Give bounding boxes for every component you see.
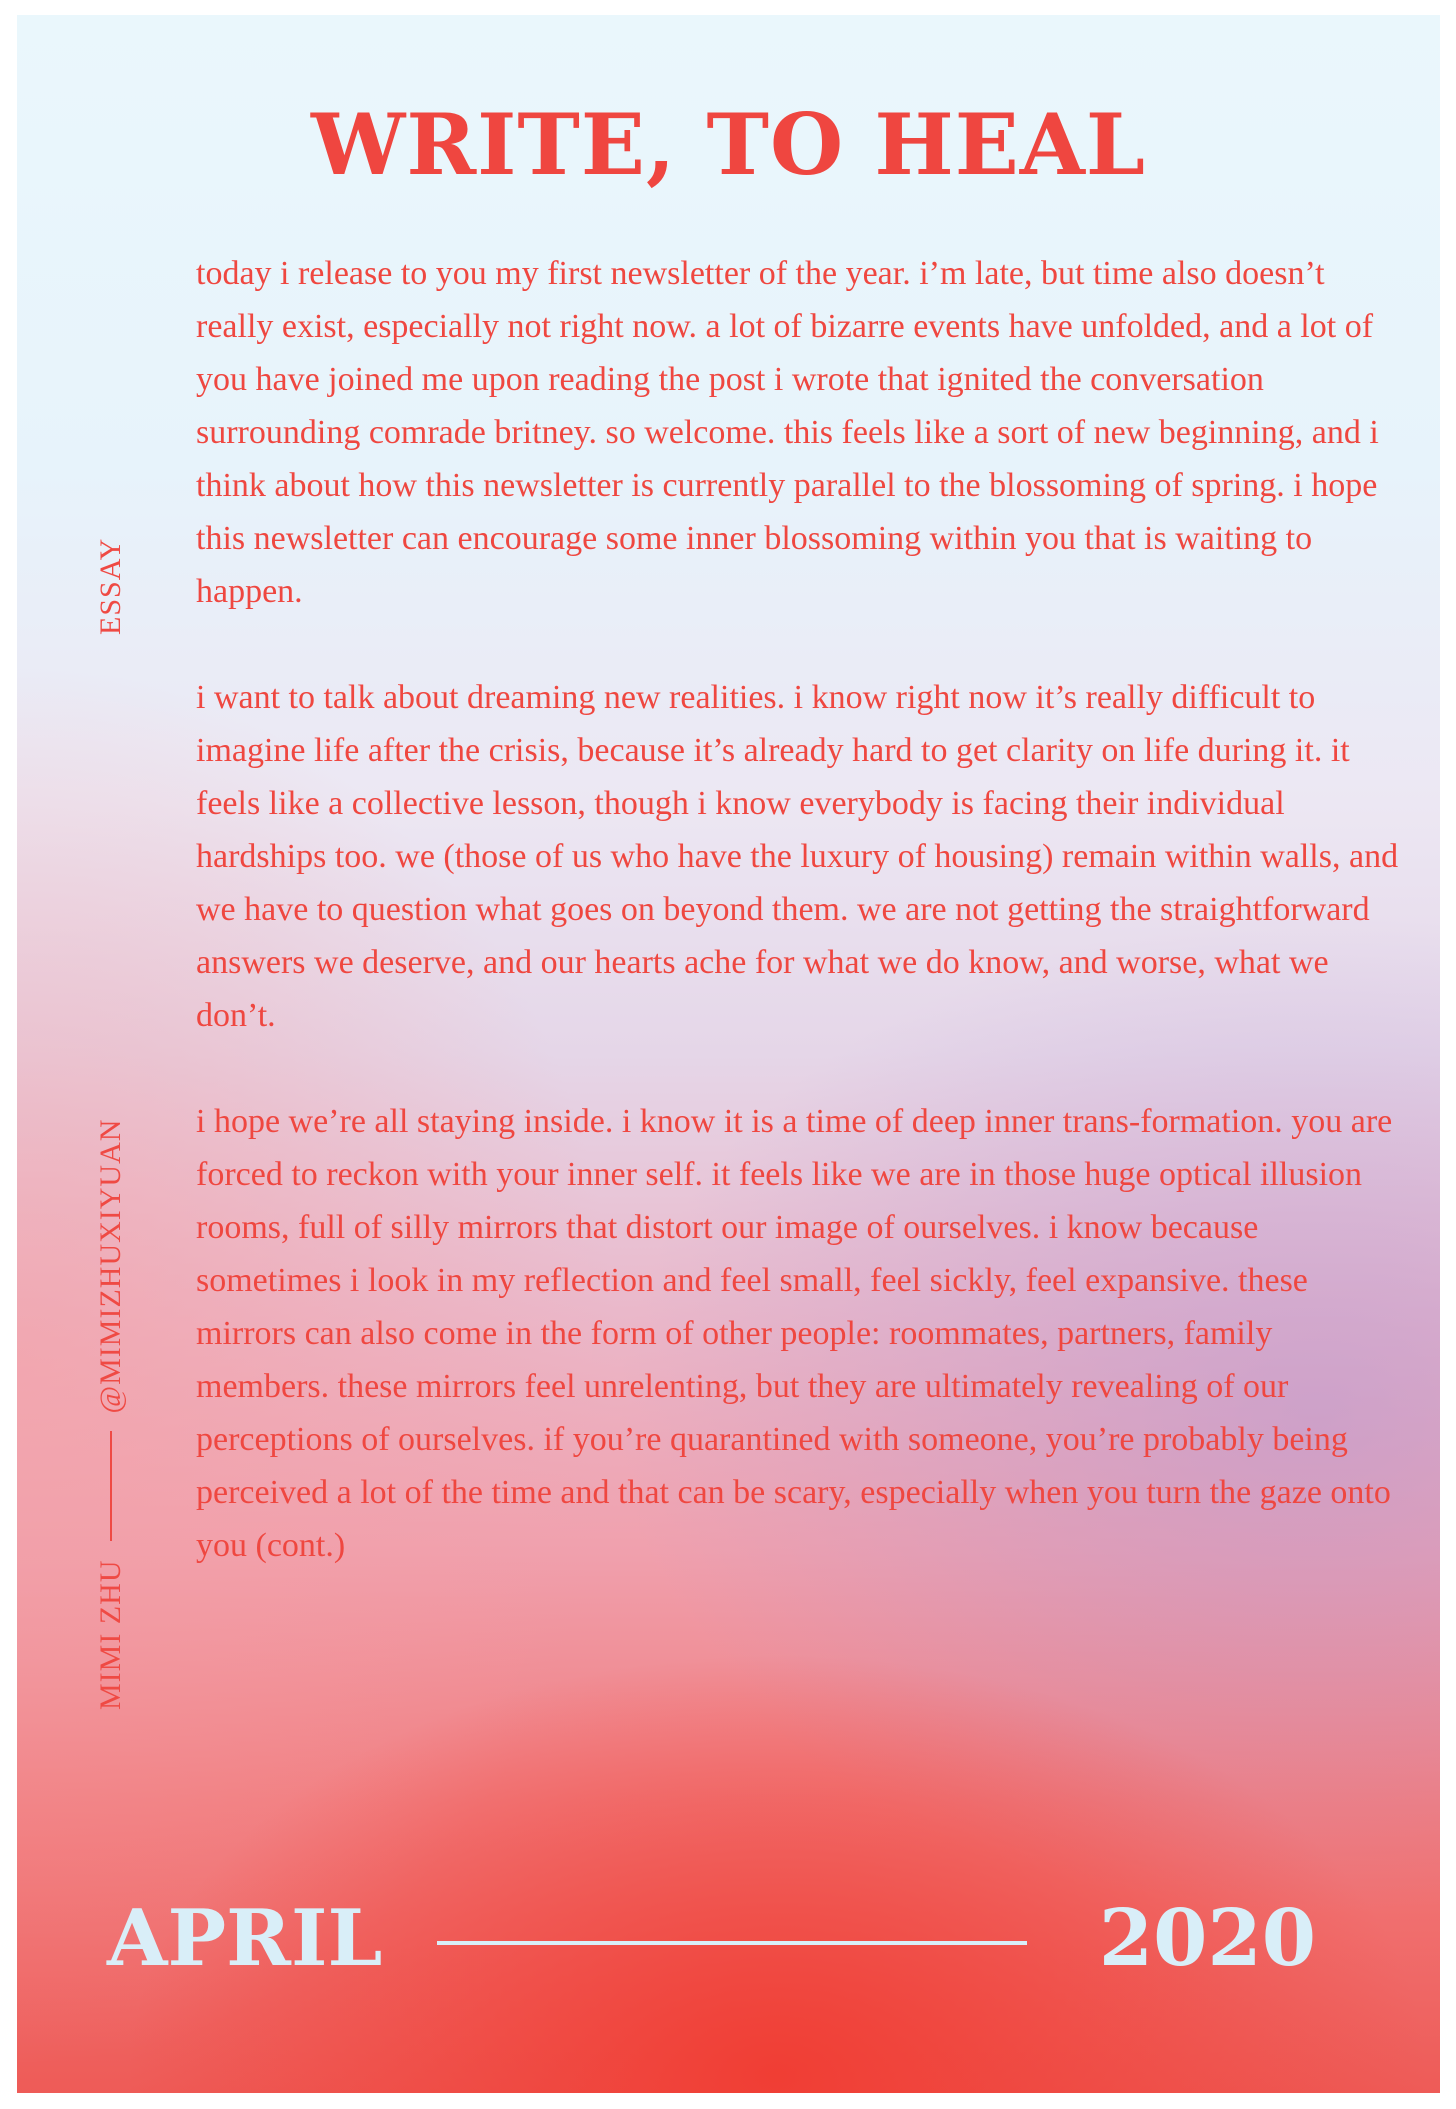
author-name: MIMI ZHU bbox=[94, 1559, 127, 1710]
essay-body bbox=[196, 247, 1406, 1625]
credit-divider bbox=[110, 1432, 112, 1542]
essay-title: WRITE, TO HEAL bbox=[310, 95, 1146, 194]
paragraph-1: today i release to you my first newsletter of the year. i’m late, but time also doesn’t really exist, especially not right now. a lot of bizarre events have unfolded, and a lot of you have joined me upon reading the post i wrote that ignited the conversation surrounding comrade britney. so welcome. this feels like a sort of new beginning, and i think about how this newsletter is currently parallel to the blossoming of spring. i hope this newsletter can encourage some inner blossoming within you that is waiting to happen. bbox=[196, 255, 1379, 610]
footer-month: APRIL bbox=[107, 1893, 383, 1984]
category-label bbox=[94, 538, 128, 635]
footer-year: 2020 bbox=[1098, 1893, 1316, 1984]
essay-poster bbox=[17, 15, 1440, 2093]
paragraph-3: i hope we’re all staying inside. i know it is a time of deep inner trans-formation. you are forced to reckon with your inner self. it feels like we are in those huge optical illusion rooms, full of silly mirrors that distort our image of ourselves. i know because sometimes i look in my reflection and feel small, feel sickly, feel expansive. these mirrors can also come in the form of other people: roommates, partners, family members. these mirrors feel unrelenting, but they are ultimately revealing of our perceptions of ourselves. if you’re quarantined with someone, you’re probably being perceived a lot of the time and that can be scary, especially when you turn the gaze onto you (cont.) bbox=[196, 1103, 1393, 1564]
footer-divider bbox=[437, 1941, 1027, 1945]
paragraph-2: i want to talk about dreaming new realities. i know right now it’s really difficult to imagine life after the crisis, because it’s already hard to get clarity on life during it. it feels like a collective lesson, though i know everybody is facing their individual hardships too. we (those of us who have the luxury of housing) remain within walls, and we have to question what goes on beyond them. we are not getting the straightforward answers we deserve, and our hearts ache for what we do know, and worse, what we don’t. bbox=[196, 679, 1399, 1034]
author-credit bbox=[94, 1119, 128, 1710]
author-handle: @MIMIZHUXIYUAN bbox=[94, 1118, 127, 1414]
category-text: ESSAY bbox=[94, 537, 127, 635]
